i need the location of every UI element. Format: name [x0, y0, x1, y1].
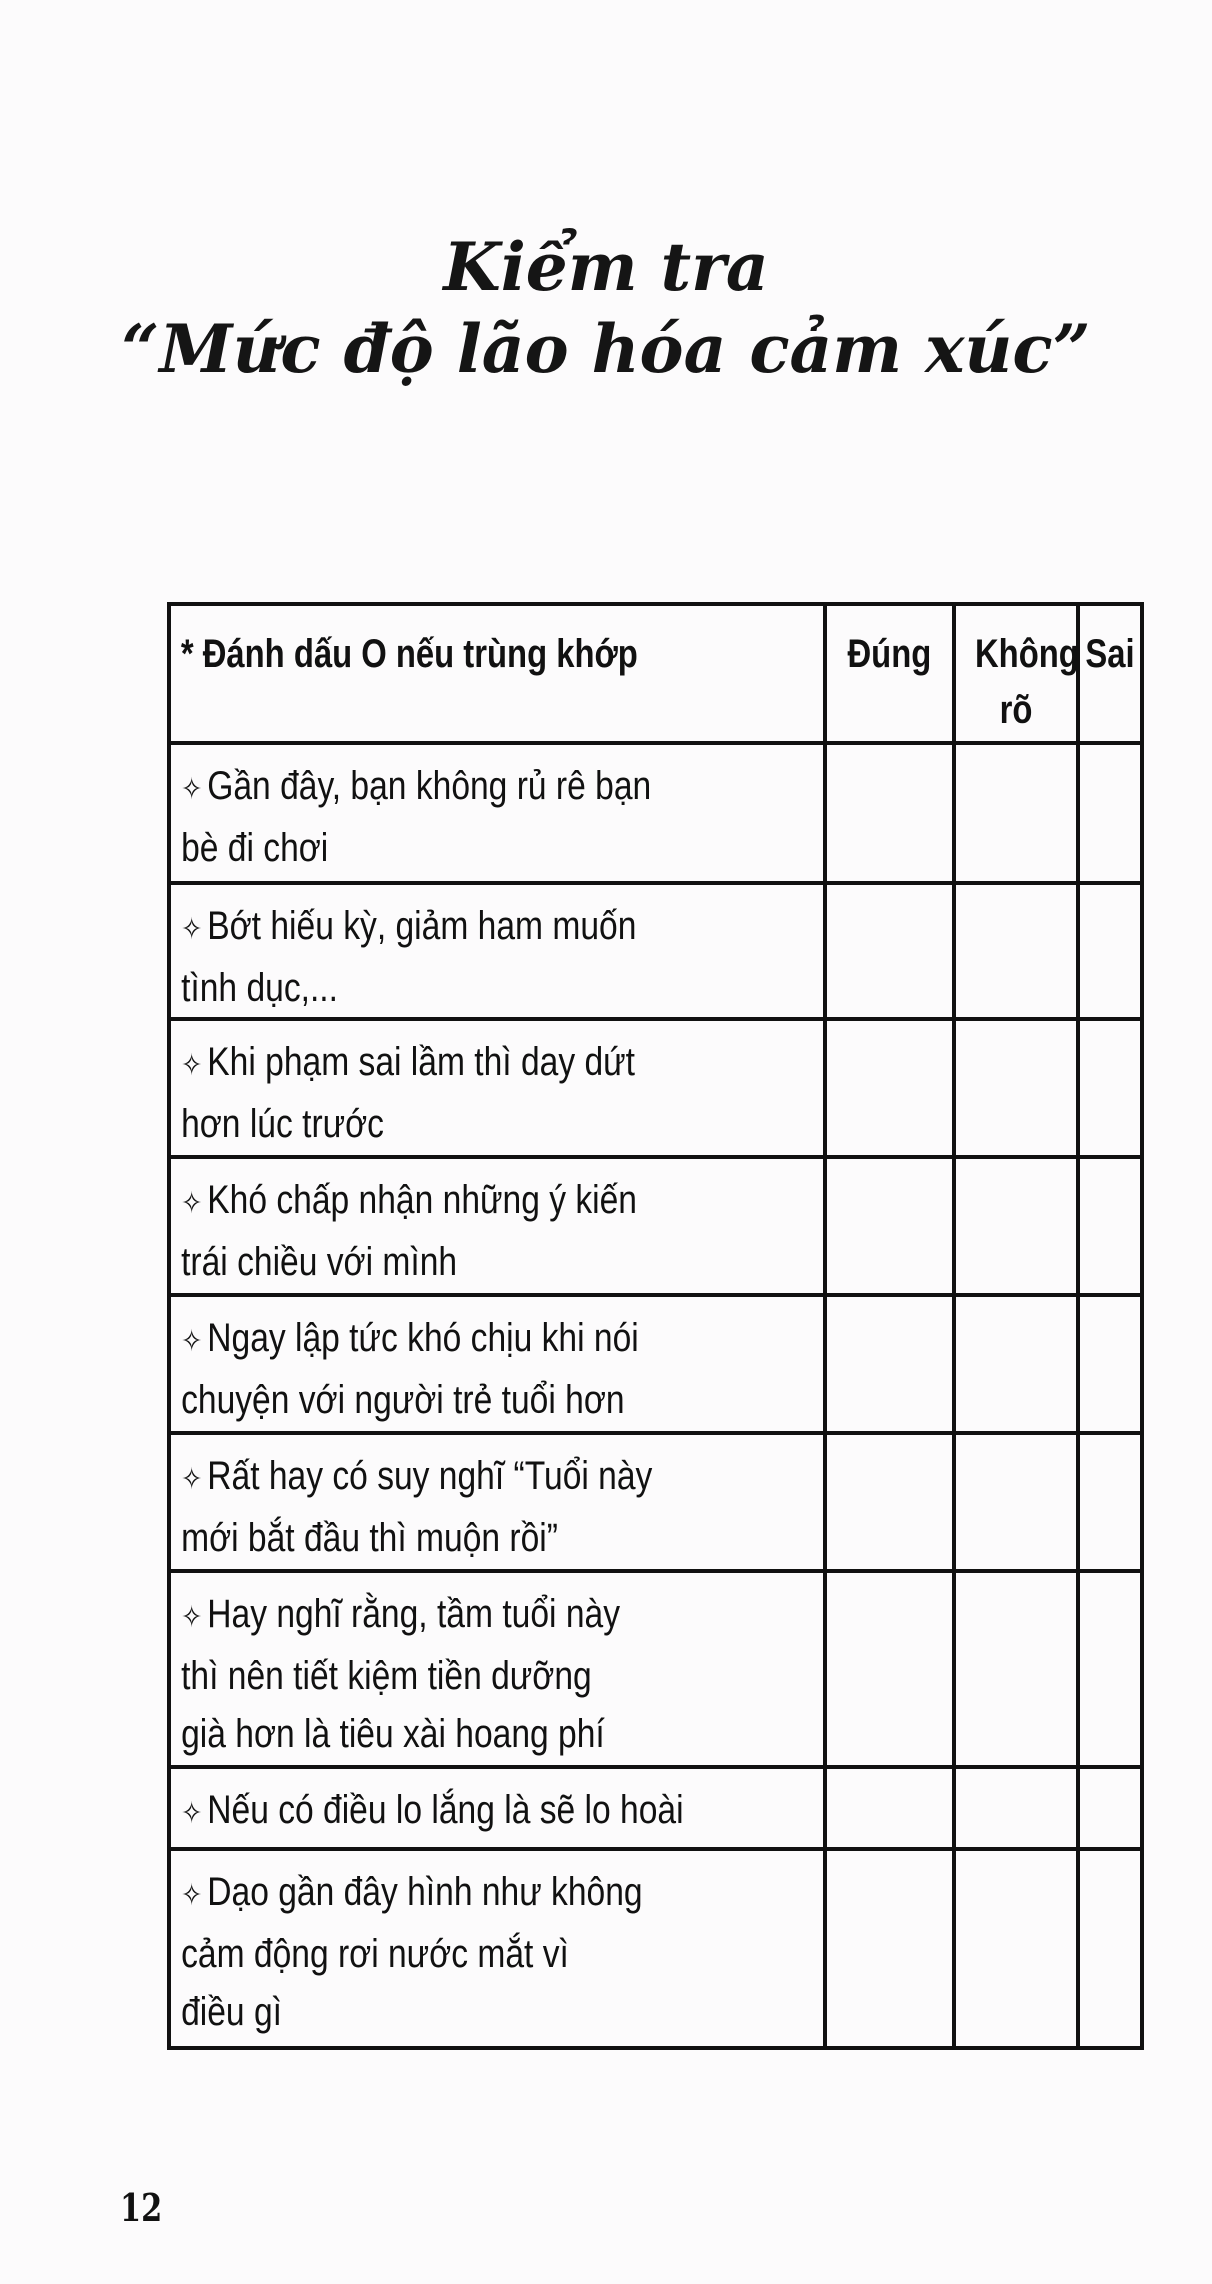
answer-unsure-cell[interactable] [954, 743, 1078, 883]
answer-false-cell[interactable] [1078, 883, 1142, 1019]
answer-true-cell[interactable] [825, 1849, 954, 2048]
answer-false-cell[interactable] [1078, 743, 1142, 883]
statement-line: Khó chấp nhận những ý kiến [207, 1178, 637, 1222]
statement-line: Nếu có điều lo lắng là sẽ lo hoài [207, 1788, 684, 1832]
answer-true-cell[interactable] [825, 1571, 954, 1767]
statement-text [171, 1851, 706, 2041]
table-row [169, 1019, 1142, 1157]
answer-true-cell[interactable] [825, 1157, 954, 1295]
header-true [825, 604, 954, 743]
statement-cell [169, 1433, 825, 1571]
statement-text [171, 1297, 706, 1429]
statement-line: Hay nghĩ rằng, tầm tuổi này [207, 1592, 621, 1636]
emotional-aging-checklist [167, 602, 1144, 2050]
diamond-bullet-icon: ✧ [181, 1325, 203, 1358]
header-unsure [954, 604, 1078, 743]
answer-unsure-cell[interactable] [954, 1849, 1078, 2048]
statement-text [171, 1435, 706, 1567]
answer-true-cell[interactable] [825, 1433, 954, 1571]
answer-unsure-cell[interactable] [954, 1019, 1078, 1157]
table-row [169, 1433, 1142, 1571]
statement-text [171, 1769, 706, 1843]
statement-cell [169, 883, 825, 1019]
statement-cell [169, 1019, 825, 1157]
header-false-text: Sai [1085, 632, 1135, 676]
statement-text [171, 745, 706, 877]
diamond-bullet-icon: ✧ [181, 1463, 203, 1496]
statement-line: bè đi chơi [181, 826, 329, 870]
table-row [169, 883, 1142, 1019]
statement-line: điều gì [181, 1990, 282, 2034]
statement-text [171, 885, 706, 1017]
statement-text [171, 1573, 706, 1763]
answer-unsure-cell[interactable] [954, 883, 1078, 1019]
statement-line: Bớt hiếu kỳ, giảm ham muốn [207, 904, 637, 948]
statement-line: trái chiều với mình [181, 1240, 458, 1284]
table-row [169, 1157, 1142, 1295]
page-number: 12 [120, 2185, 163, 2230]
answer-false-cell[interactable] [1078, 1019, 1142, 1157]
statement-cell [169, 1295, 825, 1433]
diamond-bullet-icon: ✧ [181, 1187, 203, 1220]
answer-false-cell[interactable] [1078, 1433, 1142, 1571]
statement-line: Gần đây, bạn không rủ rê bạn [207, 764, 652, 808]
page-title-line2: “Mức độ lão hóa cảm xúc” [121, 310, 1091, 388]
answer-unsure-cell[interactable] [954, 1767, 1078, 1849]
header-instruction [169, 604, 825, 743]
table-row [169, 1849, 1142, 2048]
answer-unsure-cell[interactable] [954, 1295, 1078, 1433]
header-true-text: Đúng [847, 632, 932, 676]
header-instruction-text: * Đánh dấu O nếu trùng khớp [180, 632, 638, 676]
answer-false-cell[interactable] [1078, 1295, 1142, 1433]
answer-unsure-cell[interactable] [954, 1571, 1078, 1767]
statement-cell [169, 1157, 825, 1295]
statement-line: Dạo gần đây hình như không [207, 1870, 643, 1914]
answer-false-cell[interactable] [1078, 1849, 1142, 2048]
diamond-bullet-icon: ✧ [181, 1797, 203, 1830]
diamond-bullet-icon: ✧ [181, 773, 203, 806]
answer-false-cell[interactable] [1078, 1157, 1142, 1295]
header-false [1078, 604, 1142, 743]
statement-line: chuyện với người trẻ tuổi hơn [181, 1378, 625, 1422]
statement-cell [169, 1849, 825, 2048]
statement-line: Ngay lập tức khó chịu khi nói [207, 1316, 639, 1360]
statement-cell [169, 1767, 825, 1849]
diamond-bullet-icon: ✧ [181, 1601, 203, 1634]
statement-line: hơn lúc trước [181, 1102, 384, 1146]
answer-true-cell[interactable] [825, 743, 954, 883]
table-row [169, 1571, 1142, 1767]
answer-false-cell[interactable] [1078, 1571, 1142, 1767]
statement-line: Rất hay có suy nghĩ “Tuổi này [207, 1454, 653, 1498]
statement-text [171, 1021, 706, 1153]
answer-true-cell[interactable] [825, 1295, 954, 1433]
header-unsure-text: Không rõ [974, 632, 1079, 732]
statement-line: thì nên tiết kiệm tiền dưỡng [181, 1654, 592, 1698]
diamond-bullet-icon: ✧ [181, 1049, 203, 1082]
answer-unsure-cell[interactable] [954, 1433, 1078, 1571]
table-row [169, 743, 1142, 883]
statement-cell [169, 743, 825, 883]
answer-unsure-cell[interactable] [954, 1157, 1078, 1295]
table-row [169, 1767, 1142, 1849]
diamond-bullet-icon: ✧ [181, 1879, 203, 1912]
statement-line: mới bắt đầu thì muộn rồi” [181, 1516, 558, 1560]
table-row [169, 1295, 1142, 1433]
statement-line: Khi phạm sai lầm thì day dứt [207, 1040, 636, 1084]
diamond-bullet-icon: ✧ [181, 913, 203, 946]
answer-true-cell[interactable] [825, 1767, 954, 1849]
statement-line: tình dục,... [181, 966, 338, 1010]
statement-text [171, 1159, 706, 1291]
answer-true-cell[interactable] [825, 883, 954, 1019]
statement-cell [169, 1571, 825, 1767]
statement-line: già hơn là tiêu xài hoang phí [181, 1712, 605, 1756]
page-title-line1: Kiểm tra [443, 228, 769, 306]
statement-line: cảm động rơi nước mắt vì [181, 1932, 569, 1976]
answer-false-cell[interactable] [1078, 1767, 1142, 1849]
answer-true-cell[interactable] [825, 1019, 954, 1157]
table-header-row [169, 604, 1142, 743]
